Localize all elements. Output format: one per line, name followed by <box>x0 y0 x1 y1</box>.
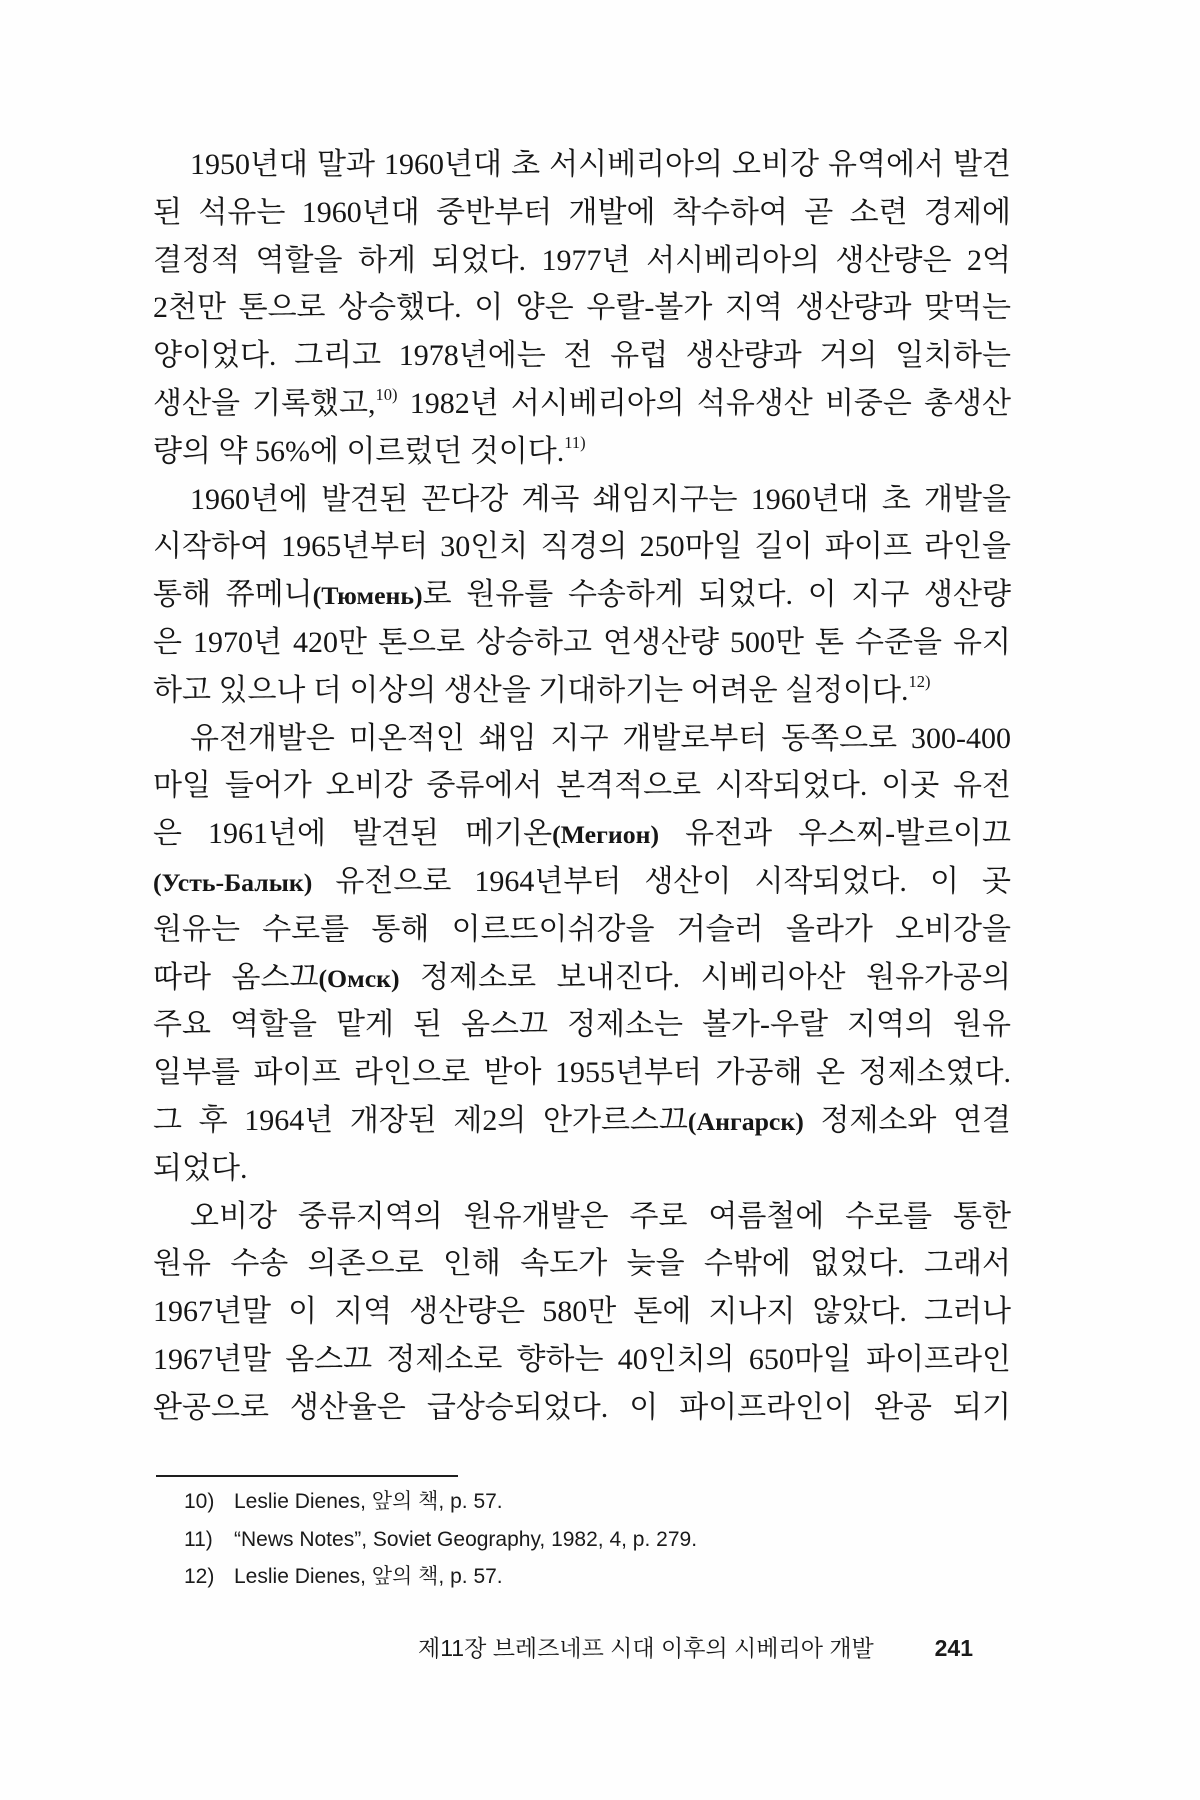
text-line: 시작하여 1965년부터 30인치 직경의 250마일 길이 파이프 라인을 <box>153 530 1011 564</box>
russian-term: (Ангарск) <box>687 1106 804 1136</box>
russian-term: (Тюмень) <box>312 581 423 611</box>
paragraph <box>153 476 1011 715</box>
text-line <box>153 571 1011 619</box>
text-line: 오비강 중류지역의 원유개발은 주로 여름철에 수로를 통한 <box>190 1199 1011 1233</box>
paragraph <box>153 1193 1011 1432</box>
footnote-marker: 11) <box>564 432 586 452</box>
text-line: 원유 수송 의존으로 인해 속도가 늦을 수밖에 없었다. 그래서 <box>153 1247 1011 1281</box>
text-run: 량의 약 56%에 이르렀던 것이다. <box>153 434 565 468</box>
text-line <box>153 858 1011 906</box>
text-line <box>153 667 1011 715</box>
footnote <box>184 1483 984 1521</box>
text-line: 2천만 톤으로 상승했다. 이 양은 우랄-볼가 지역 생산량과 맞먹는 <box>153 291 1011 325</box>
chapter-title: 제11장 브레즈네프 시대 이후의 시베리아 개발 <box>418 1635 874 1661</box>
footnote-number: 10) <box>184 1490 215 1513</box>
page-number: 241 <box>934 1635 973 1661</box>
text-run: 유전으로 1964년부터 생산이 시작되었다. 이 곳 <box>312 864 1011 898</box>
text-line <box>153 428 1011 476</box>
text-line <box>153 810 1011 858</box>
text-run: 은 1961년에 발견된 메기온 <box>153 817 553 851</box>
text-line <box>153 1097 1011 1145</box>
footnote <box>184 1558 984 1596</box>
russian-term: (Омск) <box>318 963 400 993</box>
footnote-number: 11) <box>184 1527 213 1551</box>
text-run: 그 후 1964년 개장된 제2의 안가르스끄 <box>153 1103 688 1137</box>
body-text <box>153 141 1011 1432</box>
footnote-marker: 12) <box>908 671 931 691</box>
paragraph <box>153 141 1011 476</box>
text-line <box>153 954 1011 1002</box>
footnote-marker: 10) <box>375 384 398 404</box>
footnote-number: 12) <box>184 1565 215 1588</box>
text-line: 되었다. <box>153 1151 248 1185</box>
text-run: 정제소로 보내진다. 시베리아산 원유가공의 <box>399 960 1011 994</box>
text-line: 완공으로 생산율은 급상승되었다. 이 파이프라인이 완공 되기 <box>153 1390 1011 1424</box>
russian-term: (Мегион) <box>552 820 660 850</box>
footnotes <box>184 1483 984 1596</box>
text-run: 로 원유를 수송하게 되었다. 이 지구 생산량 <box>422 578 1011 612</box>
text-run: 따라 옴스끄 <box>153 960 319 994</box>
text-line: 1967년말 이 지역 생산량은 580만 톤에 지나지 않았다. 그러나 <box>153 1295 1011 1329</box>
text-line: 은 1970년 420만 톤으로 상승하고 연생산량 500만 톤 수준을 유지 <box>153 625 1011 659</box>
running-footer <box>418 1632 973 1664</box>
text-line: 원유는 수로를 통해 이르뜨이쉬강을 거슬러 올라가 오비강을 <box>153 912 1011 946</box>
text-run: 정제소와 연결 <box>803 1103 1011 1137</box>
russian-term: (Усть-Балык) <box>153 867 313 897</box>
text-line <box>153 380 1011 428</box>
text-run: 통해 쮸메니 <box>153 578 313 612</box>
text-line: 된 석유는 1960년대 중반부터 개발에 착수하여 곧 소련 경제에 <box>153 195 1011 229</box>
footnote-text: Leslie Dienes, 앞의 책, p. 57. <box>234 1565 503 1588</box>
text-line: 유전개발은 미온적인 쇄임 지구 개발로부터 동쪽으로 300-400 <box>190 721 1011 755</box>
text-run: 하고 있으나 더 이상의 생산을 기대하기는 어려운 실정이다. <box>153 673 909 707</box>
text-line: 결정적 역할을 하게 되었다. 1977년 서시베리아의 생산량은 2억 <box>153 243 1011 277</box>
footnote-text: Leslie Dienes, 앞의 책, p. 57. <box>234 1490 503 1513</box>
text-line: 주요 역할을 맡게 된 옴스끄 정제소는 볼가-우랄 지역의 원유 <box>153 1008 1011 1042</box>
text-run: 유전과 우스찌-발르이끄 <box>659 817 1011 851</box>
footnote-text: “News Notes”, Soviet Geography, 1982, 4, p. 279. <box>234 1527 698 1551</box>
text-line: 1967년말 옴스끄 정제소로 향하는 40인치의 650마일 파이프라인 <box>153 1342 1011 1376</box>
text-line: 1950년대 말과 1960년대 초 서시베리아의 오비강 유역에서 발견 <box>190 148 1011 181</box>
footnote <box>184 1521 984 1559</box>
text-line: 양이었다. 그리고 1978년에는 전 유럽 생산량과 거의 일치하는 <box>153 339 1011 373</box>
paragraph <box>153 715 1011 1193</box>
text-line: 1960년에 발견된 꼰다강 계곡 쇄임지구는 1960년대 초 개발을 <box>190 482 1011 516</box>
text-line: 마일 들어가 오비강 중류에서 본격적으로 시작되었다. 이곳 유전 <box>153 769 1011 803</box>
footnote-divider <box>156 1475 458 1477</box>
text-run: 생산을 기록했고, <box>153 386 376 420</box>
text-line: 일부를 파이프 라인으로 받아 1955년부터 가공해 온 정제소였다. <box>153 1056 1011 1090</box>
text-run: 1982년 서시베리아의 석유생산 비중은 총생산 <box>397 386 1011 420</box>
